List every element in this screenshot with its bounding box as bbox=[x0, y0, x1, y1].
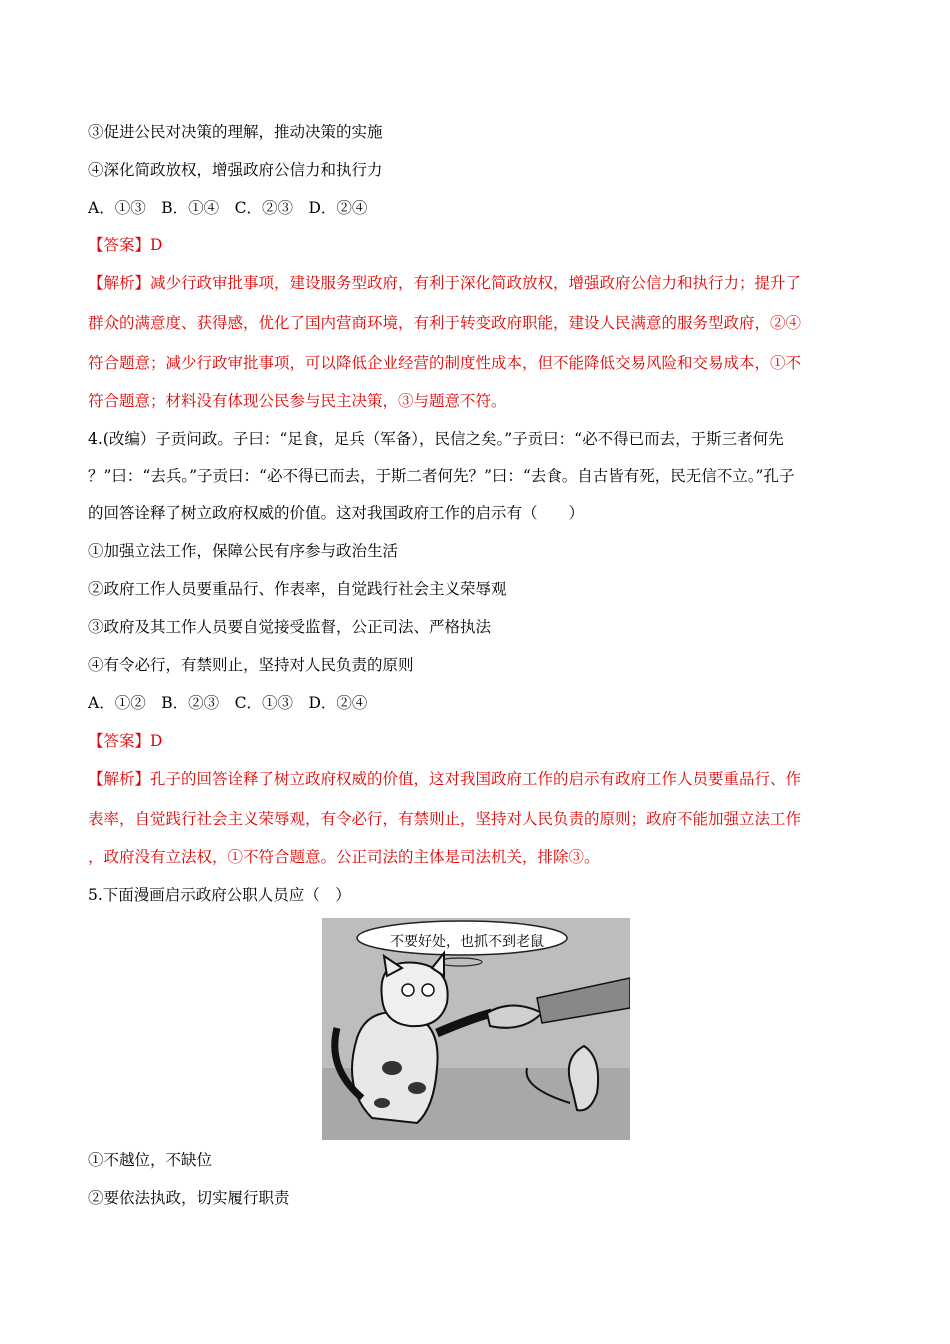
q3-analysis-line-1 bbox=[88, 273, 868, 293]
q3-analysis-line-3: 符合题意；减少行政审批事项，可以降低企业经营的制度性成本，但不能降低交易风险和交易成本，①不 bbox=[88, 354, 802, 372]
q3-analysis-line-4: 符合题意；材料没有体现公民参与民主决策，③与题意不符。 bbox=[88, 392, 507, 410]
q4-choices: A．①② B．②③ C．①③ D．②④ bbox=[88, 694, 368, 712]
q3-analysis-line-2: 群众的满意度、获得感，优化了国内营商环境，有利于转变政府职能，建设人民满意的服务型政府，②④ bbox=[88, 314, 802, 332]
cartoon-image bbox=[322, 918, 630, 1140]
cartoon-drawing bbox=[322, 918, 630, 1140]
q4-option-3: ③政府及其工作人员要自觉接受监督，公正司法、严格执法 bbox=[88, 618, 492, 636]
q4-stem-line-3: 的回答诠释了树立政府权威的价值。这对我国政府工作的启示有（ ） bbox=[88, 504, 585, 522]
q3-option-3: ③促进公民对决策的理解，推动决策的实施 bbox=[88, 123, 383, 141]
q5-option-2: ②要依法执政，切实履行职责 bbox=[88, 1189, 290, 1207]
analysis-text: 孔子的回答诠释了树立政府权威的价值，这对我国政府工作的启示有政府工作人员要重品行、作 bbox=[150, 770, 802, 788]
q4-analysis-line-3: ，政府没有立法权，①不符合题意。公正司法的主体是司法机关，排除③。 bbox=[88, 848, 600, 866]
q4-stem-line-2: ？”曰：“去兵。”子贡曰：“必不得已而去，于斯二者何先？”曰：“去食。自古皆有死，民无信不立。”孔子 bbox=[88, 467, 795, 485]
answer-tag: 【答案】 bbox=[88, 236, 151, 254]
q3-choices: A．①③ B．①④ C．②③ D．②④ bbox=[88, 199, 368, 217]
q4-analysis-line-2: 表率，自觉践行社会主义荣辱观，有令必行，有禁则止，坚持对人民负责的原则；政府不能加强立法工作 bbox=[88, 810, 802, 828]
answer-value: D bbox=[150, 732, 163, 750]
analysis-text: 减少行政审批事项，建设服务型政府，有利于深化简政放权，增强政府公信力和执行力；提升了 bbox=[150, 274, 802, 292]
answer-value: D bbox=[150, 236, 163, 254]
q3-answer bbox=[88, 235, 868, 255]
q4-option-1: ①加强立法工作，保障公民有序参与政治生活 bbox=[88, 542, 399, 560]
q3-option-4: ④深化简政放权，增强政府公信力和执行力 bbox=[88, 161, 383, 179]
answer-tag: 【答案】 bbox=[88, 732, 151, 750]
q4-stem-line-1: 4.(改编）子贡问政。子曰：“足食，足兵（军备），民信之矣。”子贡曰：“必不得已而去，于斯三者何先 bbox=[88, 430, 784, 448]
q4-analysis-line-1 bbox=[88, 769, 868, 789]
q5-stem: 5.下面漫画启示政府公职人员应（ ） bbox=[88, 886, 351, 904]
q4-option-4: ④有令必行，有禁则止，坚持对人民负责的原则 bbox=[88, 656, 414, 674]
analysis-tag: 【解析】 bbox=[88, 274, 151, 292]
q4-option-2: ②政府工作人员要重品行、作表率，自觉践行社会主义荣辱观 bbox=[88, 580, 507, 598]
q5-option-1: ①不越位，不缺位 bbox=[88, 1151, 213, 1169]
cartoon-caption: 不要好处，也抓不到老鼠 bbox=[390, 934, 544, 950]
analysis-tag: 【解析】 bbox=[88, 770, 151, 788]
q4-answer bbox=[88, 731, 868, 751]
